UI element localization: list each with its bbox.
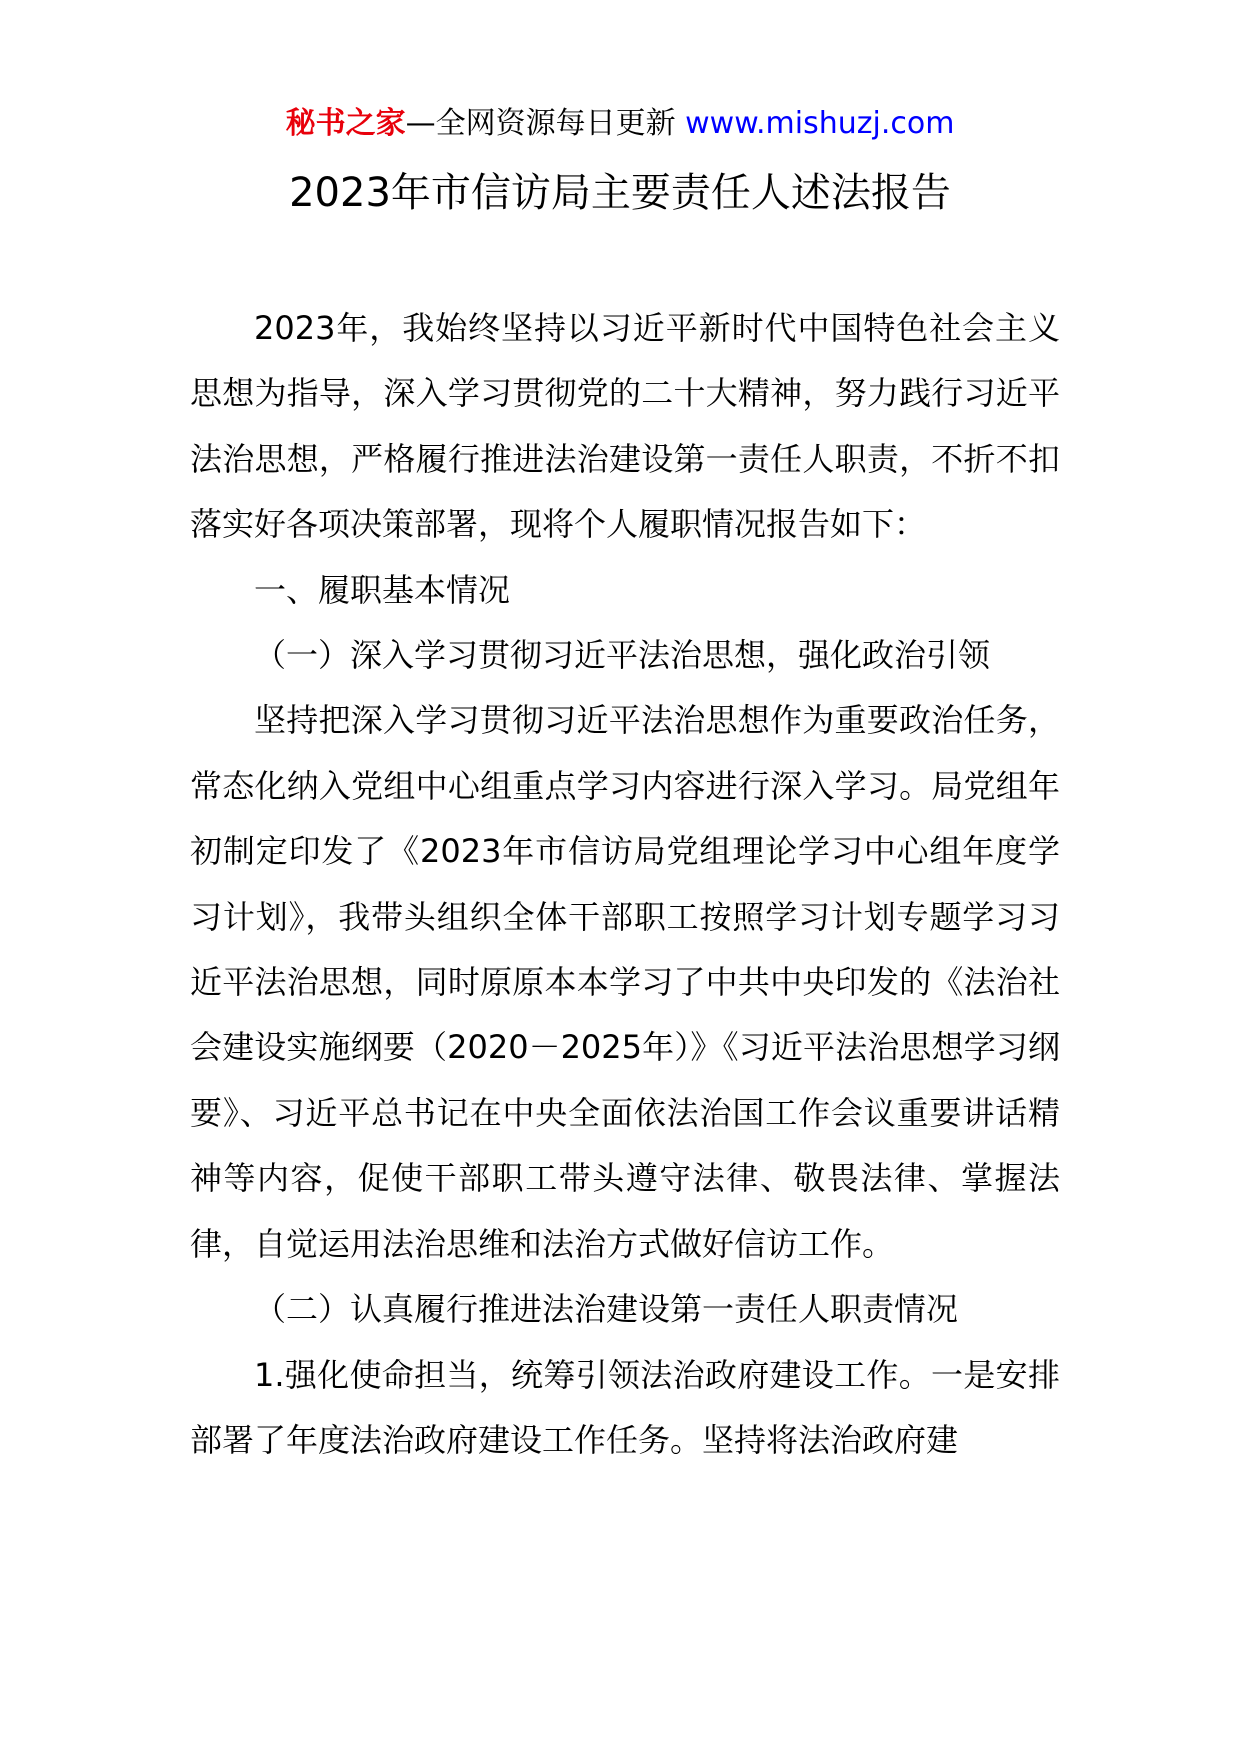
intro-paragraph: 2023年，我始终坚持以习近平新时代中国特色社会主义思想为指导，深入学习贯彻党的二十大精神，努力践行习近平法治思想，严格履行推进法治建设第一责任人职责，不折不扣落实好各项决策部署，现将个人履职情况报告如下： bbox=[190, 309, 1060, 544]
header-slogan: —全网资源每日更新 bbox=[405, 106, 686, 141]
brand-name: 秘书之家 bbox=[285, 106, 406, 141]
section-heading-1: 一、履职基本情况 bbox=[254, 570, 511, 609]
subsection-heading-2: （二）认真履行推进法治建设第一责任人职责情况 bbox=[254, 1290, 959, 1329]
subsection-paragraph-1: 坚持把深入学习贯彻习近平法治思想作为重要政治任务，常态化纳入党组中心组重点学习内容进行深入学习。局党组年初制定印发了《2023年市信访局党组理论学习中心组年度学习计划》，我带头组织全体干部职工按照学习计划专题学习习近平法治思想，同时原原本本学习了中共中央印发的《法治社会建设实施纲要（2020－2025年）》《习近平法治思想学习纲要》、习近平总书记在中央全面依法治国工作会议重要讲话精神等内容，促使干部职工带头遵守法律、敬畏法律、掌握法律，自觉运用法治思维和法治方式做好信访工作。 bbox=[190, 701, 1060, 1263]
document-title: 2023年市信访局主要责任人述法报告 bbox=[289, 170, 951, 216]
subsection-heading-1: （一）深入学习贯彻习近平法治思想，强化政治引领 bbox=[254, 636, 991, 675]
header-banner bbox=[0, 104, 1240, 144]
site-url-link[interactable]: www.mishuzj.com bbox=[685, 106, 955, 141]
subsection-paragraph-2: 1.强化使命担当，统筹引领法治政府建设工作。一是安排部署了年度法治政府建设工作任务。坚持将法治政府建 bbox=[190, 1355, 1060, 1459]
document-body bbox=[190, 296, 1060, 1473]
